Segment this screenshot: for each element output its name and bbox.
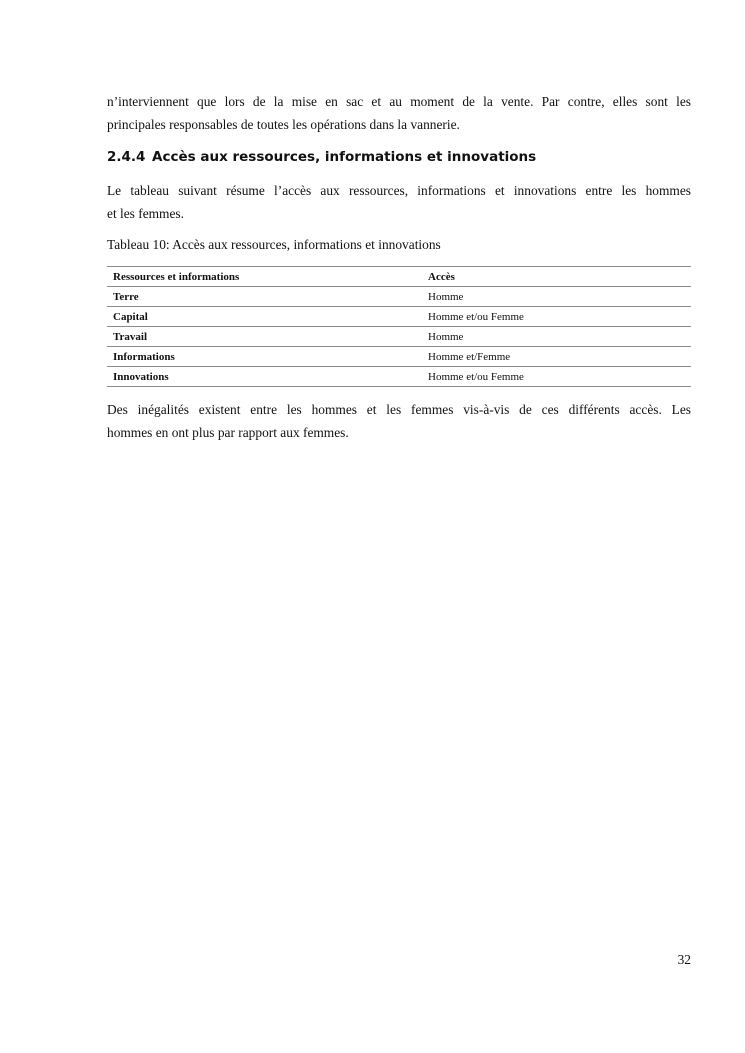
access-table (107, 266, 691, 387)
resource-cell: Innovations (107, 367, 422, 387)
paragraph-line: Des inégalités existent entre les hommes et les femmes vis-à-vis de ces différents accès. Les (107, 402, 691, 417)
table-row (107, 367, 691, 387)
table-caption: Tableau 10: Accès aux ressources, informations et innovations (107, 237, 441, 252)
section-heading (107, 147, 691, 167)
access-cell: Homme et/ou Femme (422, 367, 691, 387)
paragraph-line: et les femmes. (107, 206, 184, 221)
resource-cell: Informations (107, 347, 422, 367)
table-row (107, 327, 691, 347)
paragraph-line: n’interviennent que lors de la mise en sac et au moment de la vente. Par contre, elles sont les (107, 94, 691, 109)
access-cell: Homme et/Femme (422, 347, 691, 367)
table-header-row (107, 267, 691, 287)
access-cell: Homme (422, 327, 691, 347)
column-header-access: Accès (422, 267, 691, 287)
table-row (107, 307, 691, 327)
paragraph-conclusion (107, 398, 691, 444)
section-number: 2.4.4 (107, 149, 146, 165)
paragraph-intro-table (107, 179, 691, 225)
access-cell: Homme (422, 287, 691, 307)
paragraph-line: principales responsables de toutes les opérations dans la vannerie. (107, 117, 460, 132)
paragraph-line: hommes en ont plus par rapport aux femmes. (107, 425, 349, 440)
resource-cell: Terre (107, 287, 422, 307)
paragraph-vannerie (107, 90, 691, 136)
paragraph-line: Le tableau suivant résume l’accès aux ressources, informations et innovations entre les hommes (107, 183, 691, 198)
access-cell: Homme et/ou Femme (422, 307, 691, 327)
section-title: Accès aux ressources, informations et innovations (152, 149, 537, 165)
page-number: 32 (677, 952, 691, 967)
table-row (107, 287, 691, 307)
resource-cell: Capital (107, 307, 422, 327)
resource-cell: Travail (107, 327, 422, 347)
column-header-resources: Ressources et informations (107, 267, 422, 287)
table-row (107, 347, 691, 367)
